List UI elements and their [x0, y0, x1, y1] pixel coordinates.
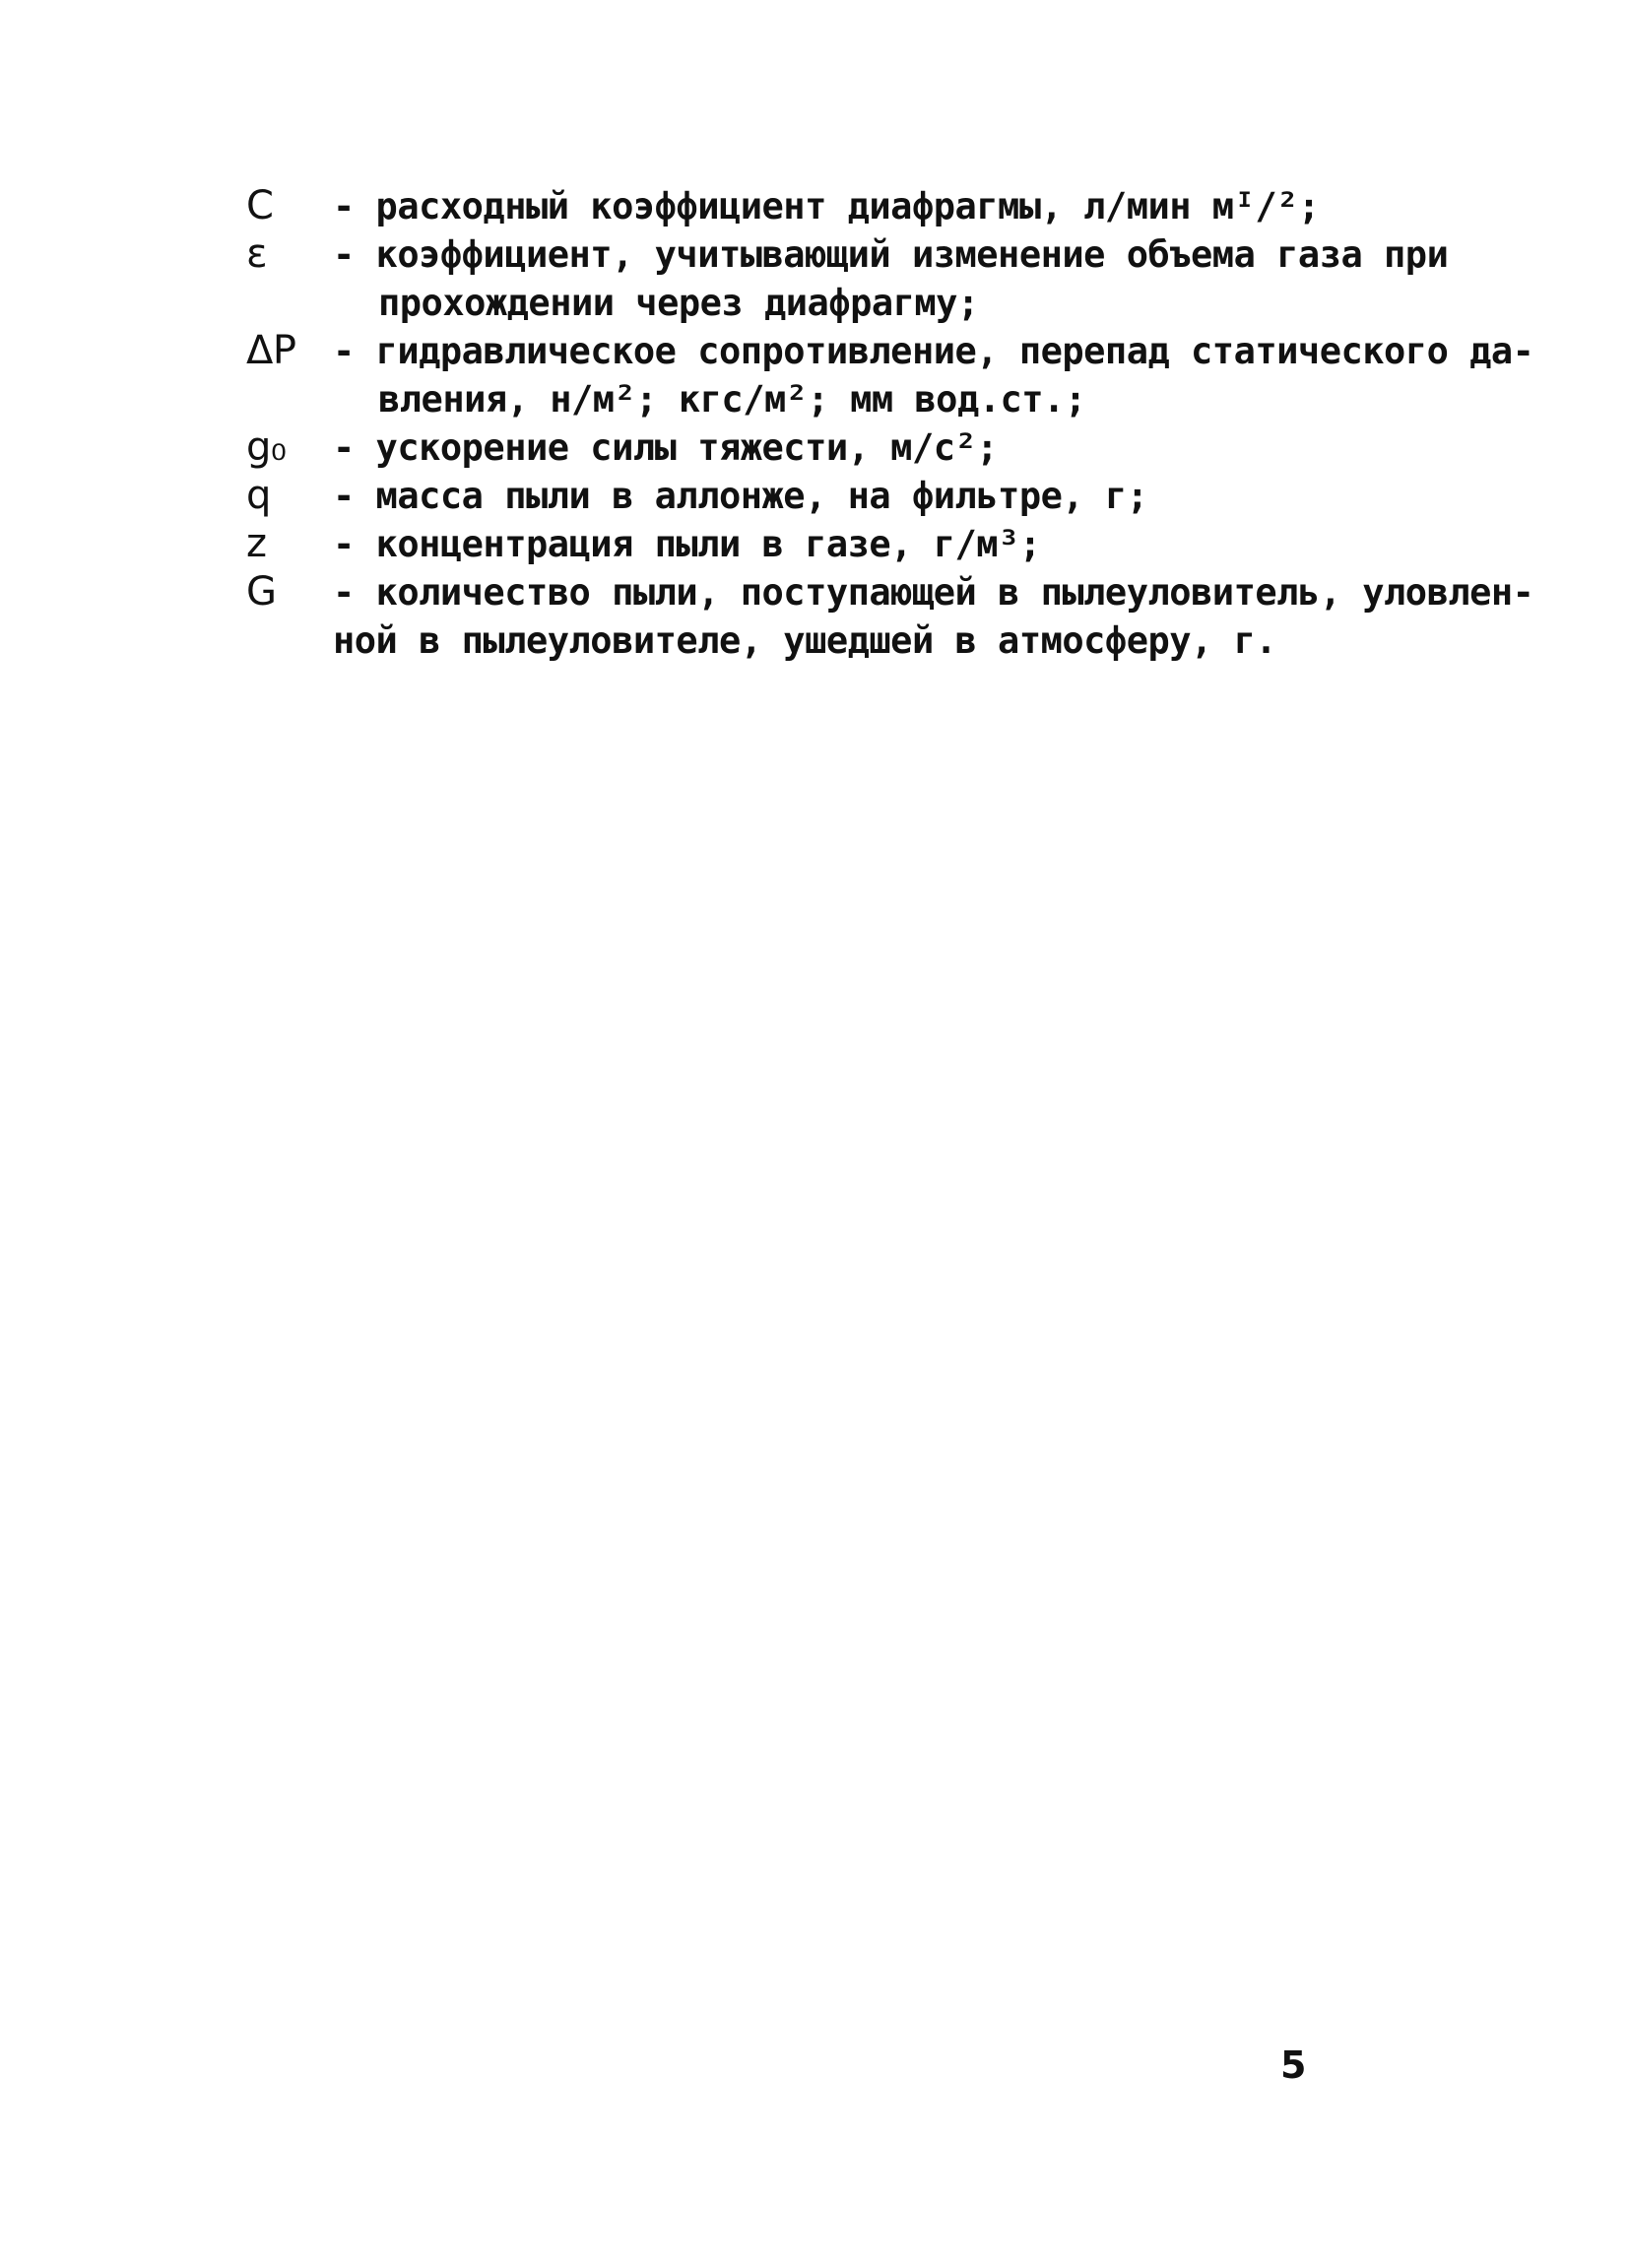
definition-symbol: g₀	[246, 424, 287, 470]
definition-line: - ускорение силы тяжести, м/с²;	[333, 426, 999, 469]
definition-item	[246, 327, 1534, 423]
definition-line: - расходный коэффициент диафрагмы, л/мин мᴵ/²;	[333, 185, 1320, 227]
definition-symbol: z	[246, 521, 267, 566]
definition-text	[333, 568, 1533, 665]
symbol-definitions-list	[246, 182, 1534, 665]
page-number: 5	[1280, 2043, 1307, 2087]
definition-text	[333, 472, 1399, 520]
definition-line: прохождении через диафрагму;	[378, 282, 979, 324]
definition-text	[333, 423, 1399, 472]
definition-line: ной в пылеуловителе, ушедшей в атмосферу, г.	[333, 619, 1277, 662]
definition-line: - коэффициент, учитывающий изменение объема газа при	[333, 233, 1449, 276]
definition-item	[246, 182, 1399, 230]
definition-text	[333, 230, 1448, 327]
definition-symbol: C	[246, 183, 274, 228]
definition-symbol: G	[246, 569, 277, 615]
definition-symbol: ε	[246, 231, 268, 277]
definition-text	[333, 520, 1399, 568]
definition-item	[246, 472, 1399, 520]
definition-line: - концентрация пыли в газе, г/м³;	[333, 523, 1041, 565]
definition-text	[333, 327, 1533, 423]
definition-text	[333, 182, 1399, 230]
definition-line: - количество пыли, поступающей в пылеуловитель, уловлен-	[333, 571, 1534, 614]
definition-item	[246, 520, 1399, 568]
definition-line: - масса пыли в аллонже, на фильтре, г;	[333, 475, 1148, 517]
definition-line: - гидравлическое сопротивление, перепад статического да-	[333, 330, 1534, 372]
definition-symbol: q	[246, 473, 271, 518]
definition-item	[246, 423, 1399, 472]
definition-symbol: ΔP	[246, 328, 296, 373]
definition-item	[246, 568, 1534, 665]
definition-item	[246, 230, 1449, 327]
definition-line: вления, н/м²; кгс/м²; мм вод.ст.;	[378, 378, 1086, 421]
